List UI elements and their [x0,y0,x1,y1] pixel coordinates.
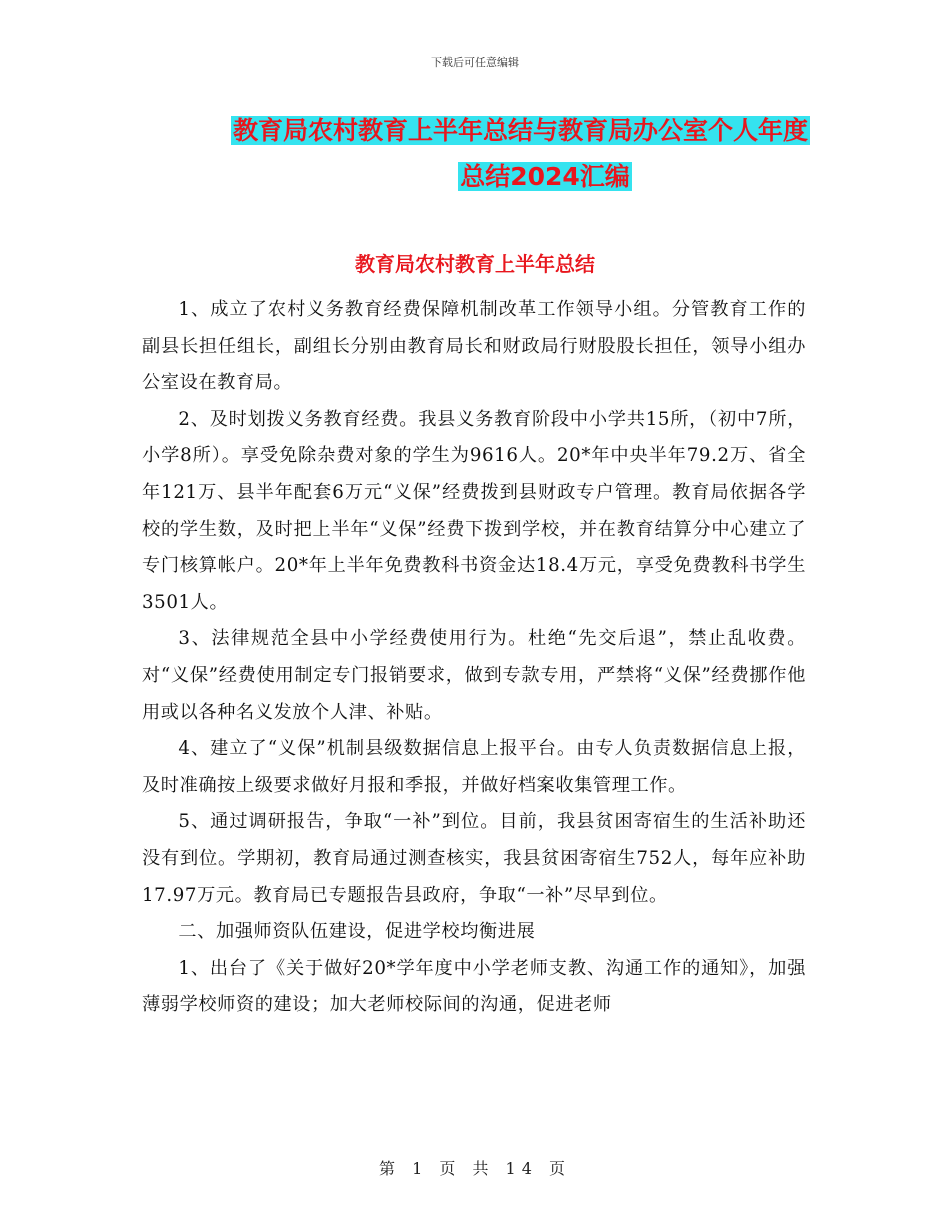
paragraph: 2、及时划拨义务教育经费。我县义务教育阶段中小学共15所，（初中7所，小学8所）。享受免除杂费对象的学生为9616人。20*年中央半年79.2万、省全年121万、县半年配套6万元“义保”经费拨到县财政专户管理。教育局依据各学校的学生数，及时把上半年“义保”经费下拨到学校，并在教育结算分中心建立了专门核算帐户。20*年上半年免费教科书资金达18.4万元，享受免费教科书学生3501人。 [142,408,806,613]
document-title [140,108,810,200]
paragraph: 3、法律规范全县中小学经费使用行为。杜绝“先交后退”，禁止乱收费。对“义保”经费使用制定专门报销要求，做到专款专用，严禁将“义保”经费挪作他用或以各种名义发放个人津、补贴。 [142,628,806,723]
paragraph: 1、出台了《关于做好20*学年度中小学老师支教、沟通工作的通知》，加强薄弱学校师资的建设；加大老师校际间的沟通，促进老师 [142,957,806,1016]
section-title: 教育局农村教育上半年总结 [355,252,595,276]
paragraph: 1、成立了农村义务教育经费保障机制改革工作领导小组。分管教育工作的副县长担任组长，副组长分别由教育局长和财政局行财股股长担任，领导小组办公室设在教育局。 [142,299,806,394]
paragraph: 5、通过调研报告，争取“一补”到位。目前，我县贫困寄宿生的生活补助还没有到位。学期初，教育局通过测查核实，我县贫困寄宿生752人，每年应补助17.97万元。教育局已专题报告县政府，争取“一补”尽早到位。 [142,811,806,906]
header-note: 下载后可任意编辑 [431,56,519,69]
subheading: 二、加强师资队伍建设，促进学校均衡进展 [178,921,536,943]
paragraph: 4、建立了“义保”机制县级数据信息上报平台。由专人负责数据信息上报，及时准确按上级要求做好月报和季报，并做好档案收集管理工作。 [142,738,806,796]
document-body [142,292,806,1024]
document-title-line2: 总结2024汇编 [460,162,630,191]
document-title-line1: 教育局农村教育上半年总结与教育局办公室个人年度 [232,116,808,145]
page-number: 第 1 页 共 14 页 [379,1159,571,1178]
